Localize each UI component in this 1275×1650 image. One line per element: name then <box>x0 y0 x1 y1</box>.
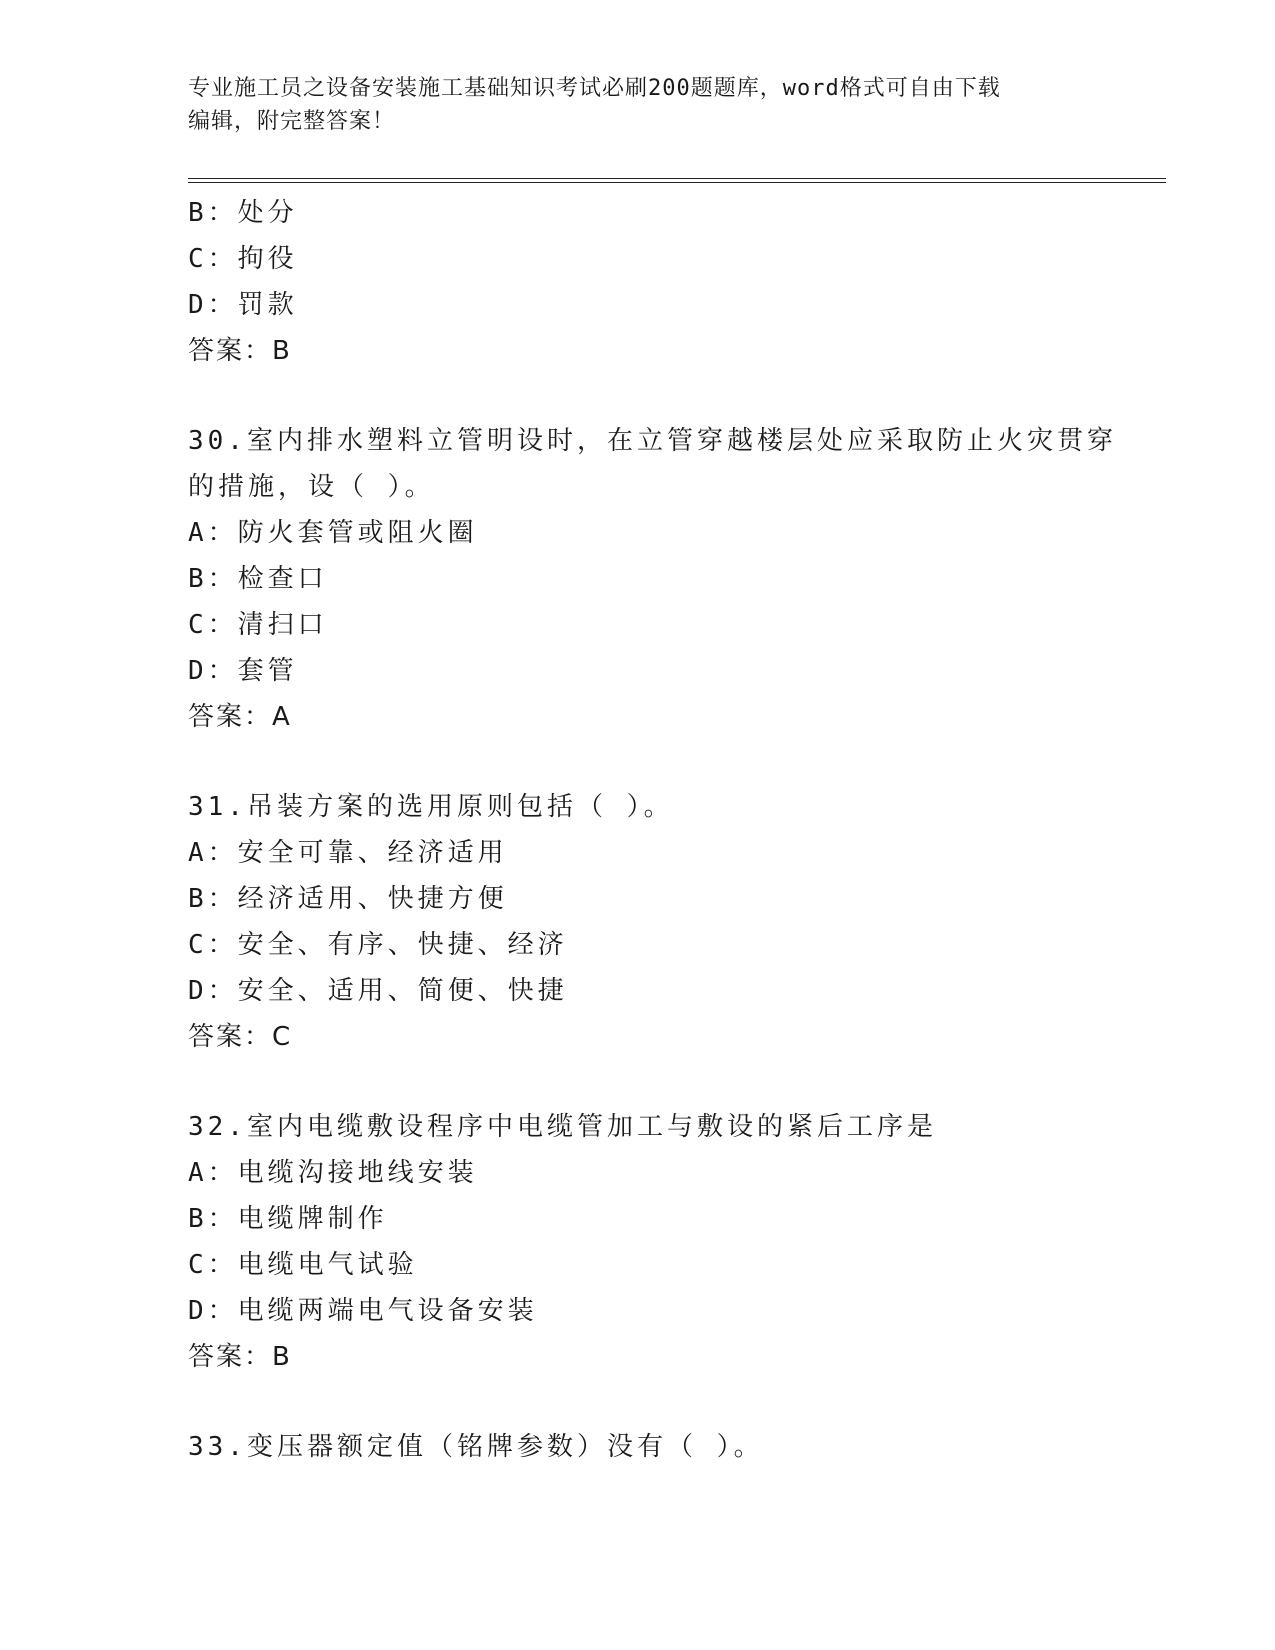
question-stem: 的措施，设（ ）。 <box>188 472 435 502</box>
option-c: C：安全、有序、快捷、经济 <box>188 930 568 960</box>
answer-line: 答案：B <box>188 336 292 366</box>
header-title-line-1: 专业施工员之设备安装施工基础知识考试必刷200题题库，word格式可自由下载 <box>188 76 1001 101</box>
option-c: C：电缆电气试验 <box>188 1250 418 1280</box>
question-stem: 32.室内电缆敷设程序中电缆管加工与敷设的紧后工序是 <box>188 1112 937 1142</box>
header-divider <box>188 178 1166 183</box>
option-c: C：拘役 <box>188 244 298 274</box>
question-30 <box>188 418 1117 740</box>
question-stem: 31.吊装方案的选用原则包括（ ）。 <box>188 792 674 822</box>
option-c: C：清扫口 <box>188 610 328 640</box>
question-stem: 30.室内排水塑料立管明设时，在立管穿越楼层处应采取防止火灾贯穿 <box>188 426 1117 456</box>
option-a: A：安全可靠、经济适用 <box>188 838 508 868</box>
option-b: B：处分 <box>188 198 298 228</box>
option-b: B：检查口 <box>188 564 328 594</box>
option-d: D：罚款 <box>188 290 298 320</box>
answer-line: 答案：C <box>188 1022 293 1052</box>
question-33 <box>188 1424 1088 1470</box>
header-title-line-2: 编辑，附完整答案！ <box>188 109 396 134</box>
question-32 <box>188 1104 1088 1380</box>
answer-line: 答案：A <box>188 702 292 732</box>
partial-question <box>188 190 1088 374</box>
question-31 <box>188 784 1088 1060</box>
option-a: A：防火套管或阻火圈 <box>188 518 478 548</box>
option-d: D：电缆两端电气设备安装 <box>188 1296 538 1326</box>
option-b: B：电缆牌制作 <box>188 1204 388 1234</box>
document-body <box>188 190 1117 1470</box>
option-a: A：电缆沟接地线安装 <box>188 1158 478 1188</box>
question-stem: 33.变压器额定值（铭牌参数）没有（ ）。 <box>188 1432 764 1462</box>
answer-line: 答案：B <box>188 1342 292 1372</box>
option-b: B：经济适用、快捷方便 <box>188 884 508 914</box>
document-header <box>188 72 1088 138</box>
option-d: D：安全、适用、简便、快捷 <box>188 976 568 1006</box>
option-d: D：套管 <box>188 656 298 686</box>
